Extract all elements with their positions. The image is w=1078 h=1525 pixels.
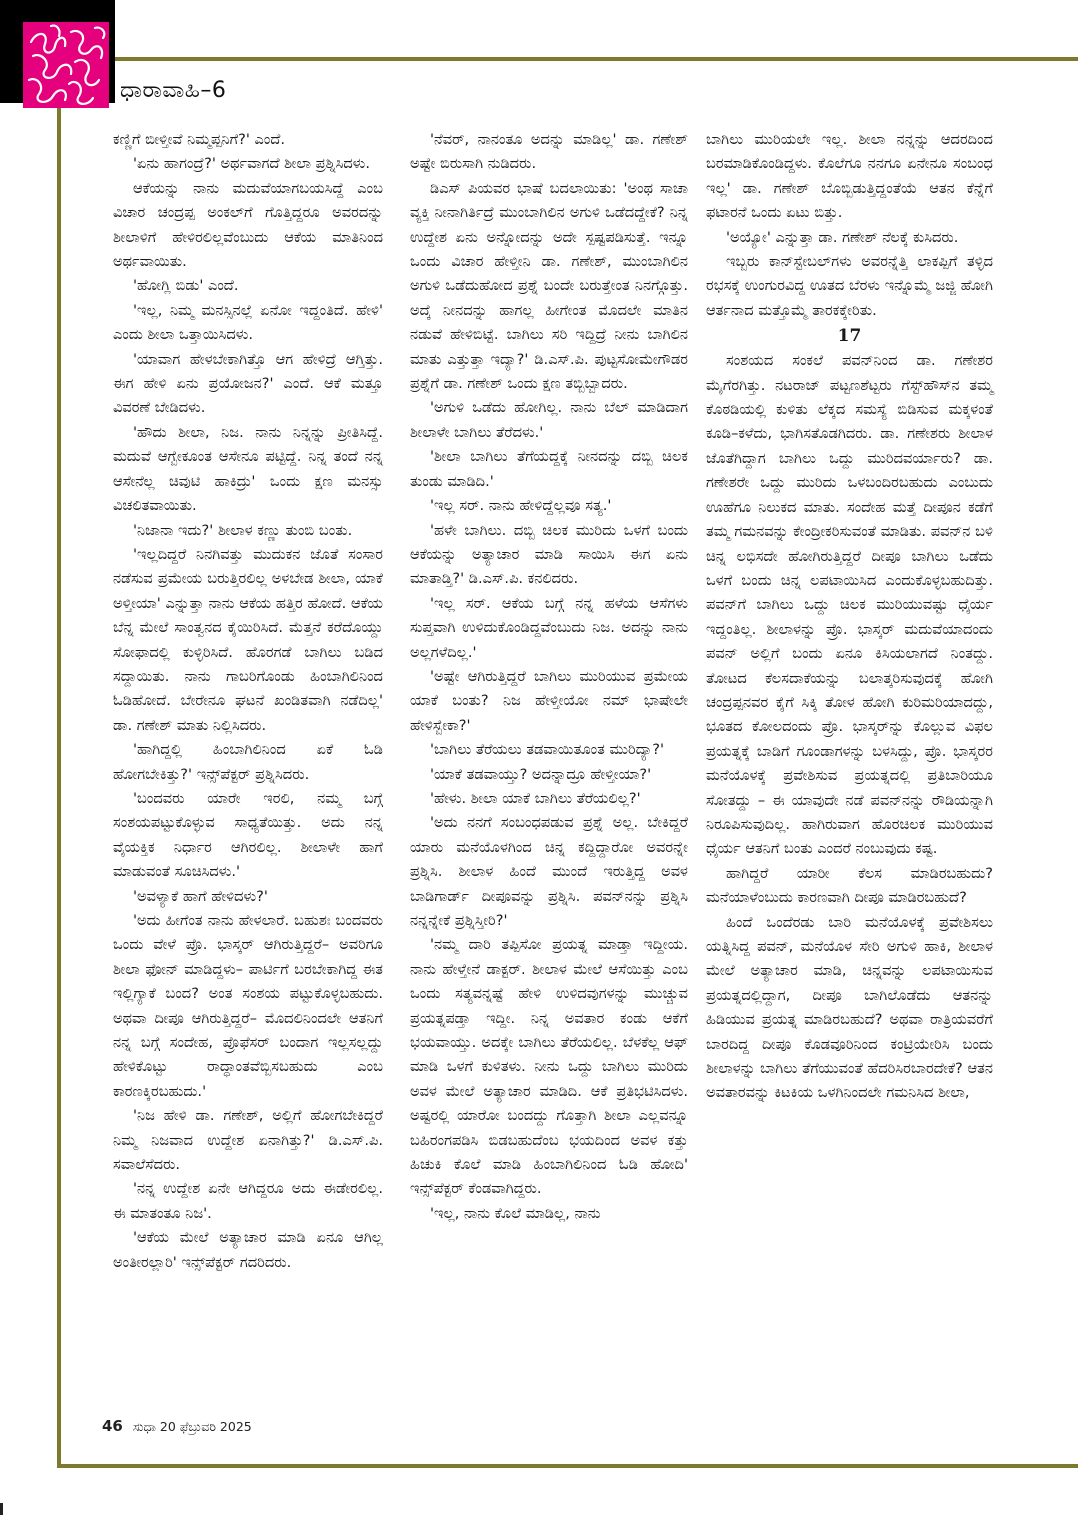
left-border-rule <box>57 108 61 1468</box>
paragraph: ಆಕೆಯನ್ನು ನಾನು ಮದುವೆಯಾಗಬಯಸಿದ್ದೆ ಎಂಬ ವಿಚಾರ ಚಂದ್ರಪ್ಪ ಅಂಕಲ್‌ಗೆ ಗೊತ್ತಿದ್ದರೂ ಅವರದನ್ನು ಶೀಲಾಳಿಗೆ ಹೇಳಿರಲಿಲ್ಲವೆಂಬುದು ಆಕೆಯ ಮಾತಿನಿಂದ ಅರ್ಥವಾಯಿತು. <box>113 179 383 271</box>
paragraph: 'ನಿಜ ಹೇಳಿ ಡಾ. ಗಣೇಶ್, ಅಲ್ಲಿಗೆ ಹೋಗಬೇಕಿದ್ದರೆ ನಿಮ್ಮ ನಿಜವಾದ ಉದ್ದೇಶ ಏನಾಗಿತ್ತು?' ಡಿ.ಎಸ್.ಪಿ. ಸವಾಲೆಸೆದರು. <box>113 1107 383 1174</box>
publication-date: ಸುಧಾ 20 ಫೆಬ್ರುವರಿ 2025 <box>132 1419 252 1434</box>
paragraph: 'ನಿಜಾನಾ ಇದು?' ಶೀಲಾಳ ಕಣ್ಣು ತುಂಬಿ ಬಂತು. <box>133 521 353 539</box>
paragraph: 'ಆಕೆಯ ಮೇಲೆ ಅತ್ಯಾಚಾರ ಮಾಡಿ ಏನೂ ಆಗಿಲ್ಲ ಅಂತೀರಲ್ಲಾರಿ' ಇನ್ಸ್‌ಪೆಕ್ಟರ್ ಗದರಿದರು. <box>113 1229 383 1271</box>
article-column-3 <box>706 128 993 1106</box>
paragraph: 'ಹೌದು ಶೀಲಾ, ನಿಜ. ನಾನು ನಿನ್ನನ್ನು ಪ್ರೀತಿಸಿದ್ದೆ. ಮದುವೆ ಆಗ್ಬೇಕೂಂತ ಆಸೇನೂ ಪಟ್ಟಿದ್ದೆ. ನಿನ್ನ ತಂದೆ ನನ್ನ ಆಸೇನೆಲ್ಲ ಚಿವುಟಿ ಹಾಕಿದ್ರು' ಒಂದು ಕ್ಷಣ ಮನಸ್ಸು ವಿಚಲಿತವಾಯಿತು. <box>113 423 383 515</box>
paragraph: 'ನೆವರ್, ನಾನಂತೂ ಅದನ್ನು ಮಾಡಿಲ್ಲ' ಡಾ. ಗಣೇಶ್ ಅಷ್ಟೇ ಬಿರುಸಾಗಿ ನುಡಿದರು. <box>410 131 688 173</box>
paragraph: ಹಾಗಿದ್ದರೆ ಯಾರೀ ಕೆಲಸ ಮಾಡಿರಬಹುದು? ಮನೆಯಾಳೆಂಬುದು ಕಾರಣವಾಗಿ ದೀಪೂ ಮಾಡಿರಬಹುದೆ? <box>706 864 993 907</box>
article-column-1 <box>113 128 383 1275</box>
paragraph: ಇಬ್ಬರು ಕಾನ್‌ಸ್ಟೇಬಲ್‌ಗಳು ಅವರನ್ನೆತ್ತಿ ಲಾಕಪ್ಪಿಗೆ ತಳ್ಳಿದ ರಭಸಕ್ಕೆ ಉಂಗುರವಿದ್ದ ಊತದ ಬೆರಳು ಇನ್ನೊಮ್ಮೆ ಜಜ್ಜಿ ಹೋಗಿ ಆರ್ತನಾದ ಮತ್ತೊಮ್ಮೆ ತಾರಕಕ್ಕೇರಿತು. <box>706 253 993 319</box>
pink-squiggle-pattern-icon <box>23 22 109 108</box>
paragraph: 'ಇಲ್ಲ, ನಾನು ಕೊಲೆ ಮಾಡಿಲ್ಲ, ನಾನು <box>430 1204 601 1222</box>
paragraph: 'ಹಾಗಿದ್ದಲ್ಲಿ ಹಿಂಬಾಗಿಲಿನಿಂದ ಏಕೆ ಓಡಿ ಹೋಗಬೇಕಿತ್ತು?' ಇನ್ಸ್‌ಪೆಕ್ಟರ್ ಪ್ರಶ್ನಿಸಿದರು. <box>113 741 383 783</box>
paragraph: 'ಬಂದವರು ಯಾರೇ ಇರಲಿ, ನಮ್ಮ ಬಗ್ಗೆ ಸಂಶಯಪಟ್ಟುಕೊಳ್ಳುವ ಸಾಧ್ಯತೆಯಿತ್ತು. ಅದು ನನ್ನ ವೈಯಕ್ತಿಕ ನಿರ್ಧಾರ ಆಗಿರಲಿಲ್ಲ. ಶೀಲಾಳೇ ಹಾಗೆ ಮಾಡುವಂತೆ ಸೂಚಿಸಿದಳು.' <box>113 789 383 881</box>
paragraph: ಕಣ್ಣಿಗೆ ಬೀಳ್ತೀವೆ ನಿಮ್ಮಪ್ಪನಿಗೆ?' ಎಂದೆ. <box>113 131 286 148</box>
paragraph: 'ಅವಳ್ಯಾಕೆ ಹಾಗೆ ಹೇಳಿದಳು?' <box>133 887 268 905</box>
paragraph: 'ಅಗುಳಿ ಒಡೆದು ಹೋಗಿಲ್ಲ. ನಾನು ಬೆಲ್ ಮಾಡಿದಾಗ ಶೀಲಾಳೇ ಬಾಗಿಲು ತೆರೆದಳು.' <box>410 399 688 441</box>
paragraph: ಸಂಶಯದ ಸಂಕಲೆ ಪವನ್‌ನಿಂದ ಡಾ. ಗಣೇಶರ ಮೈಗೆರಗಿತ್ತು. ನಟರಾಜ್ ಪಟ್ಟಣಶೆಟ್ಟರು ಗೆಸ್ಟ್‌ಹೌಸ್‌ನ ತಮ್ಮ ಕೊಠಡಿಯಲ್ಲಿ ಕುಳಿತು ಲೆಕ್ಕದ ಸಮಸ್ಯೆ ಬಿಡಿಸುವ ಮಕ್ಕಳಂತೆ ಕೂಡಿ–ಕಳೆದು, ಭಾಗಿಸತೊಡಗಿದರು. ಡಾ. ಗಣೇಶರು ಶೀಲಾಳ ಜೊತೆಗಿದ್ದಾಗ ಬಾಗಿಲು ಒದ್ದು ಮುರಿದವರ್ಯಾರು? ಡಾ. ಗಣೇಶರೇ ಒದ್ದು ಮುರಿದು ಒಳಬಂದಿರಬಹುದು ಎಂಬುದು ಊಹೆಗೂ ನಿಲುಕದ ಮಾತು. ಸಂದೇಹ ಮತ್ತೆ ದೀಪೂನ ಕಡೆಗೆ ತಮ್ಮ ಗಮನವನ್ನು ಕೇಂದ್ರೀಕರಿಸುವಂತೆ ಮಾಡಿತು. ಪವನ್‌ನ ಬಳಿ ಚಿನ್ನ ಲಭಿಸದೇ ಹೋಗಿರುತ್ತಿದ್ದರೆ ದೀಪೂ ಬಾಗಿಲು ಒಡೆದು ಒಳಗೆ ಬಂದು ಚಿನ್ನ ಲಪಟಾಯಿಸಿದ ಎಂದುಕೊಳ್ಳಬಹುದಿತ್ತು. ಪವನ್‌ಗೆ ಬಾಗಿಲು ಒದ್ದು ಚಿಲಕ ಮುರಿಯುವಷ್ಟು ಧೈರ್ಯ ಇದ್ದಂತಿಲ್ಲ. ಶೀಲಾಳನ್ನು ಪ್ರೊ. ಭಾಸ್ಕರ್ ಮದುವೆಯಾದಂದು ಪವನ್ ಅಲ್ಲಿಗೆ ಬಂದು ಏನೂ ಕಿಸಿಯಲಾಗದೆ ನಿಂತದ್ದು. ತೋಟದ ಕೆಲಸದಾಕೆಯನ್ನು ಬಲಾತ್ಕರಿಸುವುದಕ್ಕೆ ಹೋಗಿ ಚಂದ್ರಪ್ಪನವರ ಕೈಗೆ ಸಿಕ್ಕಿ ತೋಳ ಹೋಗಿ ಕುರಿಮರಿಯಾದದ್ದು, ಭೂತದ ಕೋಲದಂದು ಪ್ರೊ. ಭಾಸ್ಕರ್‌ನ್ನು ಕೊಲ್ಲುವ ವಿಫಲ ಪ್ರಯತ್ನಕ್ಕೆ ಬಾಡಿಗೆ ಗೂಂಡಾಗಳನ್ನು ಬಳಸಿದ್ದು, ಪ್ರೊ. ಭಾಸ್ಕರರ ಮನೆಯೊಳಕ್ಕೆ ಪ್ರವೇಶಿಸುವ ಪ್ರಯತ್ನದಲ್ಲಿ ಪ್ರತಿಬಾರಿಯೂ ಸೋತದ್ದು – ಈ ಯಾವುದೇ ನಡೆ ಪವನ್‌ನನ್ನು ರೌಡಿಯನ್ನಾಗಿ ನಿರೂಪಿಸುವುದಿಲ್ಲ. ಹಾಗಿರುವಾಗ ಹೊರಚಿಲಕ ಮುರಿಯುವ ಧೈರ್ಯ ಆತನಿಗೆ ಬಂತು ಎಂದರೆ ನಂಬುವುದು ಕಷ್ಟ. <box>706 352 993 858</box>
paragraph: 'ಇಲ್ಲ ಸರ್. ನಾನು ಹೇಳಿದ್ದೆಲ್ಲವೂ ಸತ್ಯ.' <box>430 497 612 515</box>
paragraph: 'ಇಲ್ಲ ಸರ್. ಆಕೆಯ ಬಗ್ಗೆ ನನ್ನ ಹಳೆಯ ಆಸೆಗಳು ಸುಪ್ತವಾಗಿ ಉಳಿದುಕೊಂಡಿದ್ದವೆಂಬುದು ನಿಜ. ಅದನ್ನು ನಾನು ಅಲ್ಲಗಳೆದಿಲ್ಲ.' <box>410 594 688 661</box>
paragraph: 'ಶೀಲಾ ಬಾಗಿಲು ತೆಗೆಯದ್ದಕ್ಕೆ ನೀನದನ್ನು ದಬ್ಬಿ ಚಿಲಕ ತುಂಡು ಮಾಡಿದಿ.' <box>410 448 688 490</box>
paragraph: 'ಇಲ್ಲದಿದ್ದರೆ ನಿನಗಿವತ್ತು ಮುದುಕನ ಜೊತೆ ಸಂಸಾರ ನಡೆಸುವ ಪ್ರಮೇಯ ಬರುತ್ತಿರಲಿಲ್ಲ ಅಳಬೇಡ ಶೀಲಾ, ಯಾಕೆ ಅಳ್ತೀಯಾ' ಎನ್ನುತ್ತಾ ನಾನು ಆಕೆಯ ಹತ್ತಿರ ಹೋದೆ. ಆಕೆಯ ಬೆನ್ನ ಮೇಲೆ ಸಾಂತ್ವನದ ಕೈಯಿರಿಸಿದೆ. ಮೆತ್ತನೆ ಕರೆದೊಯ್ದು ಸೋಫಾದಲ್ಲಿ ಕುಳ್ಳಿರಿಸಿದೆ. ಹೊರಗಡೆ ಬಾಗಿಲು ಬಡಿದ ಸದ್ದಾಯಿತು. ನಾನು ಗಾಬರಿಗೊಂಡು ಹಿಂಬಾಗಿಲಿನಿಂದ ಓಡಿಹೋದೆ. ಬೇರೇನೂ ಘಟನೆ ಖಂಡಿತವಾಗಿ ನಡೆದಿಲ್ಲ' ಡಾ. ಗಣೇಶ್ ಮಾತು ನಿಲ್ಲಿಸಿದರು. <box>113 545 383 734</box>
paragraph: ಡಿಎಸ್ ಪಿಯವರ ಭಾಷೆ ಬದಲಾಯಿತು: 'ಅಂಥ ಸಾಚಾ ವ್ಯಕ್ತಿ ನೀನಾಗಿರ್ತಿದ್ರೆ ಮುಂಬಾಗಿಲಿನ ಅಗುಳಿ ಒಡೆದದ್ದೇಕೆ? ನಿನ್ನ ಉದ್ದೇಶ ಏನು ಅನ್ನೋದನ್ನು ಅದೇ ಸ್ಪಷ್ಟಪಡಿಸುತ್ತೆ. ಇನ್ನೂ ಒಂದು ವಿಚಾರ ಹೇಳ್ತೀನಿ ಡಾ. ಗಣೇಶ್, ಮುಂಬಾಗಿಲಿನ ಅಗುಳಿ ಒಡೆದುಹೋದ ಪ್ರಶ್ನೆ ಬಂದೇ ಬರುತ್ತೇಂತ ನಿನಗ್ಗೊತ್ತು. ಅದ್ಕೆ ನೀನದನ್ನು ಹಾಗಲ್ಲ ಹೀಗೇಂತ ಮೊದಲೇ ಮಾತಿನ ನಡುವೆ ಹೇಳಿಬಿಟ್ಟೆ. ಬಾಗಿಲು ಸರಿ ಇದ್ದಿದ್ರೆ ನೀನು ಬಾಗಿಲಿನ ಮಾತು ಎತ್ತುತ್ತಾ ಇದ್ಯಾ?' ಡಿ.ಎಸ್.ಪಿ. ಪುಟ್ಟಸೋಮೇಗೌಡರ ಪ್ರಶ್ನೆಗೆ ಡಾ. ಗಣೇಶ್ ಒಂದು ಕ್ಷಣ ತಬ್ಬಿಬ್ಬಾದರು. <box>410 179 688 393</box>
page-footer <box>102 1417 252 1435</box>
paragraph: 'ಅಷ್ಟೇ ಆಗಿರುತ್ತಿದ್ದರೆ ಬಾಗಿಲು ಮುರಿಯುವ ಪ್ರಮೇಯ ಯಾಕೆ ಬಂತು? ನಿಜ ಹೇಳ್ತೀಯೋ ನಮ್ ಭಾಷೇಲೇ ಹೇಳಿಸ್ಬೇಕಾ?' <box>410 667 688 734</box>
paragraph: 'ಯಾವಾಗ ಹೇಳಬೇಕಾಗಿತ್ತೊ ಆಗ ಹೇಳಿದ್ರೆ ಆಗ್ತಿತ್ತು. ಈಗ ಹೇಳಿ ಏನು ಪ್ರಯೋಜನ?' ಎಂದೆ. ಆಕೆ ಮತ್ತೂ ವಿವರಣೆ ಬೇಡಿದಳು. <box>113 350 383 417</box>
paragraph: 'ಹಳೇ ಬಾಗಿಲು. ದಬ್ಬಿ ಚಿಲಕ ಮುರಿದು ಒಳಗೆ ಬಂದು ಆಕೆಯನ್ನು ಅತ್ಯಾಚಾರ ಮಾಡಿ ಸಾಯಿಸಿ ಈಗ ಏನು ಮಾತಾಡ್ತಿ?' ಡಿ.ಎಸ್.ಪಿ. ಕನಲಿದರು. <box>410 521 688 588</box>
paragraph: 'ಇಲ್ಲ, ನಿಮ್ಮ ಮನಸ್ಸಿನಲ್ಲೆ ಏನೋ ಇದ್ದಂತಿದೆ. ಹೇಳಿ' ಎಂದು ಶೀಲಾ ಒತ್ತಾಯಿಸಿದಳು. <box>113 301 383 344</box>
paragraph: 'ಯಾಕೆ ತಡವಾಯ್ತು? ಅದನ್ನಾದ್ರೂ ಹೇಳ್ತೀಯಾ?' <box>430 765 652 783</box>
article-column-2 <box>410 128 688 1226</box>
chapter-number: 17 <box>837 326 862 347</box>
paragraph: 'ಅದು ಹೀಗೆಂತ ನಾನು ಹೇಳಲಾರೆ. ಬಹುಶಃ ಬಂದವರು ಒಂದು ವೇಳೆ ಪ್ರೊ. ಭಾಸ್ಕರ್ ಆಗಿರುತ್ತಿದ್ದರೆ– ಅವರಿಗೂ ಶೀಲಾ ಫೋನ್ ಮಾಡಿದ್ದಳು– ಪಾರ್ಟಿಗೆ ಬರಬೇಕಾಗಿದ್ದ ಈತ ಇಲ್ಲಿಗ್ಯಾಕೆ ಬಂದ? ಅಂತ ಸಂಶಯ ಪಟ್ಟುಕೊಳ್ಳಬಹುದು. ಅಥವಾ ದೀಪೂ ಆಗಿರುತ್ತಿದ್ದರೆ– ಮೊದಲಿನಿಂದಲೇ ಆತನಿಗೆ ನನ್ನ ಬಗ್ಗೆ ಸಂದೇಹ, ಪ್ರೊಫೆಸರ್ ಬಂದಾಗ ಇಲ್ಲಸಲ್ಲದ್ದು ಹೇಳಿಕೊಟ್ಟು ರಾದ್ಧಾಂತವೆಬ್ಬಿಸಬಹುದು ಎಂಬ ಕಾರಣಕ್ಕಿರಬಹುದು.' <box>113 912 383 1100</box>
header-rule <box>115 57 1078 61</box>
crop-mark <box>0 1503 3 1515</box>
paragraph: 'ನಮ್ಮ ದಾರಿ ತಪ್ಪಿಸೋ ಪ್ರಯತ್ನ ಮಾಡ್ತಾ ಇದ್ದೀಯ. ನಾನು ಹೇಳ್ತೇನೆ ಡಾಕ್ಟರ್. ಶೀಲಾಳ ಮೇಲೆ ಆಸೆಯಿತ್ತು ಎಂಬ ಒಂದು ಸತ್ಯವನ್ನಷ್ಟೆ ಹೇಳಿ ಉಳಿದವುಗಳನ್ನು ಮುಚ್ಚುವ ಪ್ರಯತ್ನಪಡ್ತಾ ಇದ್ದೀ. ನಿನ್ನ ಅವತಾರ ಕಂಡು ಆಕೆಗೆ ಭಯವಾಯ್ತು. ಅದಕ್ಕೇ ಬಾಗಿಲು ತೆರೆಯಲಿಲ್ಲ. ಬೆಳಕೆಲ್ಲ ಆಫ್ ಮಾಡಿ ಒಳಗೆ ಕುಳಿತಳು. ನೀನು ಒದ್ದು ಬಾಗಿಲು ಮುರಿದು ಅವಳ ಮೇಲೆ ಅತ್ಯಾಚಾರ ಮಾಡಿದಿ. ಆಕೆ ಪ್ರತಿಭಟಿಸಿದಳು. ಅಷ್ಟರಲ್ಲಿ ಯಾರೋ ಬಂದದ್ದು ಗೊತ್ತಾಗಿ ಶೀಲಾ ಎಲ್ಲವನ್ನೂ ಬಹಿರಂಗಪಡಿಸಿ ಬಿಡಬಹುದೆಂಬ ಭಯದಿಂದ ಅವಳ ಕತ್ತು ಹಿಚುಕಿ ಕೊಲೆ ಮಾಡಿ ಹಿಂಬಾಗಿಲಿನಿಂದ ಓಡಿ ಹೋದಿ' ಇನ್ಸ್‌ಪೆಕ್ಟರ್ ಕೆಂಡವಾಗಿದ್ದರು. <box>410 936 688 1198</box>
paragraph: 'ಅದು ನನಗೆ ಸಂಬಂಧಪಡುವ ಪ್ರಶ್ನೆ ಅಲ್ಲ. ಬೇಕಿದ್ದರೆ ಯಾರು ಮನೆಯೊಳಗಿಂದ ಚಿನ್ನ ಕದ್ದಿದ್ದಾರೋ ಅವರನ್ನೇ ಪ್ರಶ್ನಿಸಿ. ಶೀಲಾಳ ಹಿಂದೆ ಮುಂದೆ ಇರುತ್ತಿದ್ದ ಅವಳ ಬಾಡಿಗಾರ್ಡ್ ದೀಪೂವನ್ನು ಪ್ರಶ್ನಿಸಿ. ಪವನ್‌ನನ್ನು ಪ್ರಶ್ನಿಸಿ ನನ್ನನ್ನೇಕೆ ಪ್ರಶ್ನಿಸ್ತೀರಿ?' <box>410 814 688 929</box>
series-title: ಧಾರಾವಾಹಿ–6 <box>120 78 227 103</box>
paragraph: 'ನನ್ನ ಉದ್ದೇಶ ಏನೇ ಆಗಿದ್ದರೂ ಅದು ಈಡೇರಲಿಲ್ಲ. ಈ ಮಾತಂತೂ ನಿಜ'. <box>113 1180 383 1222</box>
page-number: 46 <box>102 1417 123 1435</box>
bottom-border-rule <box>57 1464 1078 1468</box>
paragraph: 'ಅಯ್ಯೋ' ಎನ್ನುತ್ತಾ ಡಾ. ಗಣೇಶ್ ನೆಲಕ್ಕೆ ಕುಸಿದರು. <box>726 228 959 246</box>
paragraph: 'ಹೋಗ್ಲಿ ಬಿಡು' ಎಂದೆ. <box>133 277 239 295</box>
paragraph: ಹಿಂದೆ ಒಂದೆರಡು ಬಾರಿ ಮನೆಯೊಳಕ್ಕೆ ಪ್ರವೇಶಿಸಲು ಯತ್ನಿಸಿದ್ದ ಪವನ್, ಮನೆಯೊಳ ಸೇರಿ ಅಗುಳಿ ಹಾಕಿ, ಶೀಲಾಳ ಮೇಲೆ ಅತ್ಯಾಚಾರ ಮಾಡಿ, ಚಿನ್ನವನ್ನು ಲಪಟಾಯಿಸುವ ಪ್ರಯತ್ನದಲ್ಲಿದ್ದಾಗ, ದೀಪೂ ಬಾಗಿಲೊಡೆದು ಆತನನ್ನು ಹಿಡಿಯುವ ಪ್ರಯತ್ನ ಮಾಡಿರಬಹುದೆ? ಅಥವಾ ರಾತ್ರಿಯವರೆಗೆ ಬಾರದಿದ್ದ ದೀಪೂ ಕೊಡವೂರಿನಿಂದ ಕಂಟ್ರಿಯೇರಿಸಿ ಬಂದು ಶೀಲಾಳನ್ನು ಬಾಗಿಲು ತೆಗೆಯುವಂತೆ ಹೆದರಿಸಿರಬಾರದೇಕೆ? ಆತನ ಅವತಾರವನ್ನು ಕಿಟಕಿಯ ಒಳಗಿನಿಂದಲೇ ಗಮನಿಸಿದ ಶೀಲಾ, <box>706 913 993 1102</box>
paragraph: 'ಹೇಳು. ಶೀಲಾ ಯಾಕೆ ಬಾಗಿಲು ತೆರೆಯಲಿಲ್ಲ?' <box>430 789 641 807</box>
paragraph: 'ಏನು ಹಾಗಂದ್ರೆ?' ಅರ್ಥವಾಗದೆ ಶೀಲಾ ಪ್ರಶ್ನಿಸಿದಳು. <box>133 155 370 173</box>
paragraph: ಬಾಗಿಲು ಮುರಿಯಲೇ ಇಲ್ಲ. ಶೀಲಾ ನನ್ನನ್ನು ಆದರದಿಂದ ಬರಮಾಡಿಕೊಂಡಿದ್ದಳು. ಕೊಲೆಗೂ ನನಗೂ ಏನೇನೂ ಸಂಬಂಧ ಇಲ್ಲ' ಡಾ. ಗಣೇಶ್ ಬೊಬ್ಬಿಡುತ್ತಿದ್ದಂತೆಯೆ ಆತನ ಕೆನ್ನೆಗೆ ಫಟಾರನೆ ಒಂದು ಏಟು ಬಿತ್ತು. <box>706 131 993 222</box>
paragraph: 'ಬಾಗಿಲು ತೆರೆಯಲು ತಡವಾಯಿತೂಂತ ಮುರಿದ್ಯಾ?' <box>430 741 665 759</box>
